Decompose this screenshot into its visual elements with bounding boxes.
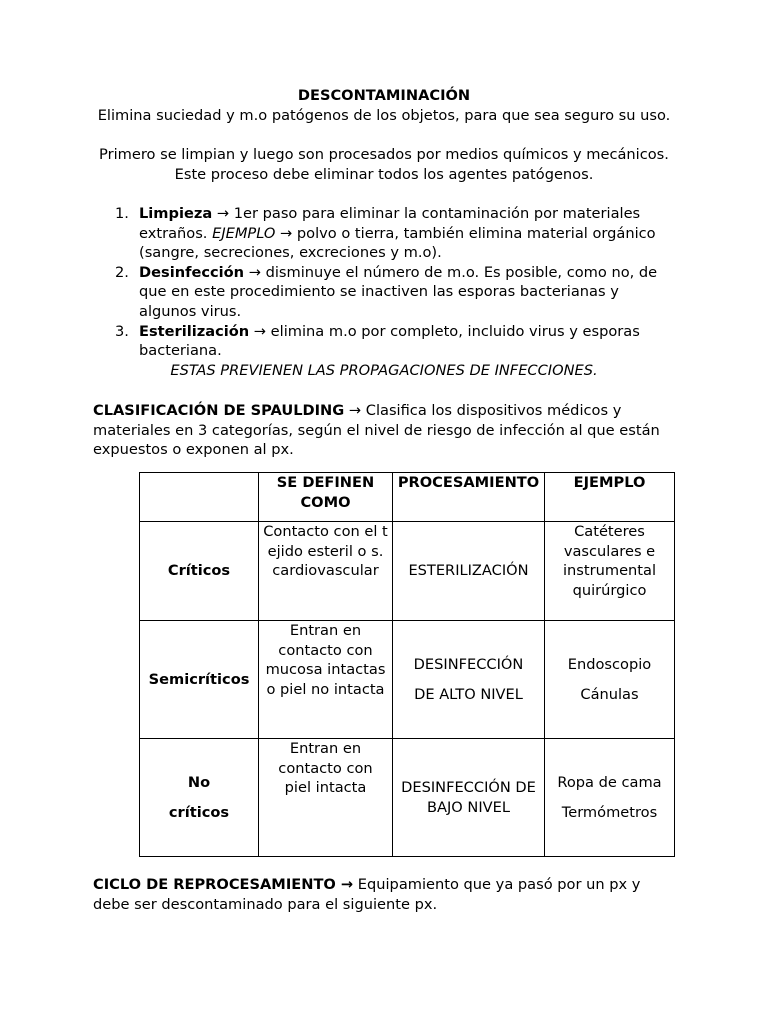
table-cell-process <box>393 621 545 739</box>
step-term: Desinfección <box>139 263 245 281</box>
table-cell-definition: Entran en contacto con piel intacta <box>259 739 393 857</box>
table-header-empty <box>140 473 259 522</box>
list-number: 2. <box>115 263 129 281</box>
arrow: → <box>212 205 234 222</box>
table-cell-example <box>545 739 675 857</box>
reprocessing-paragraph <box>93 875 675 914</box>
step-text: disminuye el número de m.o. Es posible, como no, de que en este procedimiento se inactiven las esporas bacterianas y algunos virus. <box>139 263 658 320</box>
example-line: vasculares e instrumental quirúrgico <box>562 542 657 599</box>
ciclo-term: CICLO DE REPROCESAMIENTO → <box>93 876 354 893</box>
list-number: 1. <box>115 205 129 222</box>
process-line: DE ALTO NIVEL <box>414 685 523 703</box>
table-cell-category <box>140 739 259 857</box>
category-line: No <box>187 773 211 791</box>
step-term: Esterilización <box>139 322 250 340</box>
example-line: Endoscopio <box>567 655 652 673</box>
example-line: Catéteres <box>574 523 645 540</box>
table-cell-example <box>545 522 675 621</box>
table-header-example: EJEMPLO <box>545 473 675 522</box>
process-line: DESINFECCIÓN <box>413 655 524 673</box>
category-line: críticos <box>168 803 230 821</box>
table-header-process: PROCESAMIENTO <box>393 473 545 522</box>
table-header-definition: SE DEFINEN COMO <box>259 473 393 522</box>
ciclo-text: Equipamiento que ya pasó por un px y debe ser descontaminado para el siguiente px. <box>93 876 641 913</box>
table-header-row <box>140 473 675 522</box>
spaulding-term: CLASIFICACIÓN DE SPAULDING <box>93 402 345 419</box>
table-cell-example <box>545 621 675 739</box>
arrow: → <box>249 322 271 340</box>
spaulding-table <box>139 472 675 857</box>
table-cell-definition: Entran en contacto con mucosa intactas o piel no intacta <box>259 621 393 739</box>
list-number: 3. <box>115 322 129 340</box>
step-example-label: EJEMPLO <box>212 224 276 242</box>
decontamination-steps-list <box>93 204 675 361</box>
example-line: Termómetros <box>561 803 658 821</box>
step-text: 1er paso para eliminar la contaminación por materiales extraños. <box>139 205 641 242</box>
list-item <box>93 263 675 322</box>
intro-paragraph-2: Primero se limpian y luego son procesados por medios químicos y mecánicos. Este proceso debe eliminar todos los agentes patógenos. <box>99 146 669 183</box>
prevention-note: ESTAS PREVIENEN LAS PROPAGACIONES DE INFECCIONES. <box>170 362 598 379</box>
page-title <box>93 86 675 106</box>
list-item <box>93 322 675 361</box>
list-item <box>93 204 675 263</box>
table-row <box>140 621 675 739</box>
table-row <box>140 739 675 857</box>
step-term: Limpieza <box>139 205 213 222</box>
table-cell-category: Críticos <box>140 522 259 621</box>
spaulding-paragraph <box>93 401 675 460</box>
arrow: → <box>344 402 366 419</box>
table-row <box>140 522 675 621</box>
table-cell-definition: Contacto con el tejido esteril o s. cardiovascular <box>259 522 393 621</box>
example-line: Cánulas <box>580 685 639 703</box>
table-cell-process: DESINFECCIÓN DE BAJO NIVEL <box>393 739 545 857</box>
step-text-cont: → polvo o tierra, también elimina material orgánico (sangre, secreciones, excreciones y m.o). <box>139 224 656 262</box>
arrow: → <box>244 263 266 281</box>
example-line: Ropa de cama <box>557 773 662 791</box>
step-text: elimina m.o por completo, incluido virus y esporas bacteriana. <box>139 322 640 360</box>
intro-paragraph-1: Elimina suciedad y m.o patógenos de los objetos, para que sea seguro su uso. <box>97 107 671 124</box>
table-cell-process: ESTERILIZACIÓN <box>393 522 545 621</box>
table-cell-category: Semicríticos <box>140 621 259 739</box>
spaulding-text: Clasifica los dispositivos médicos y materiales en 3 categorías, según el nivel de riesgo de infección al que están expuestos o exponen al px. <box>93 402 660 459</box>
title-text: DESCONTAMINACIÓN <box>297 87 471 104</box>
